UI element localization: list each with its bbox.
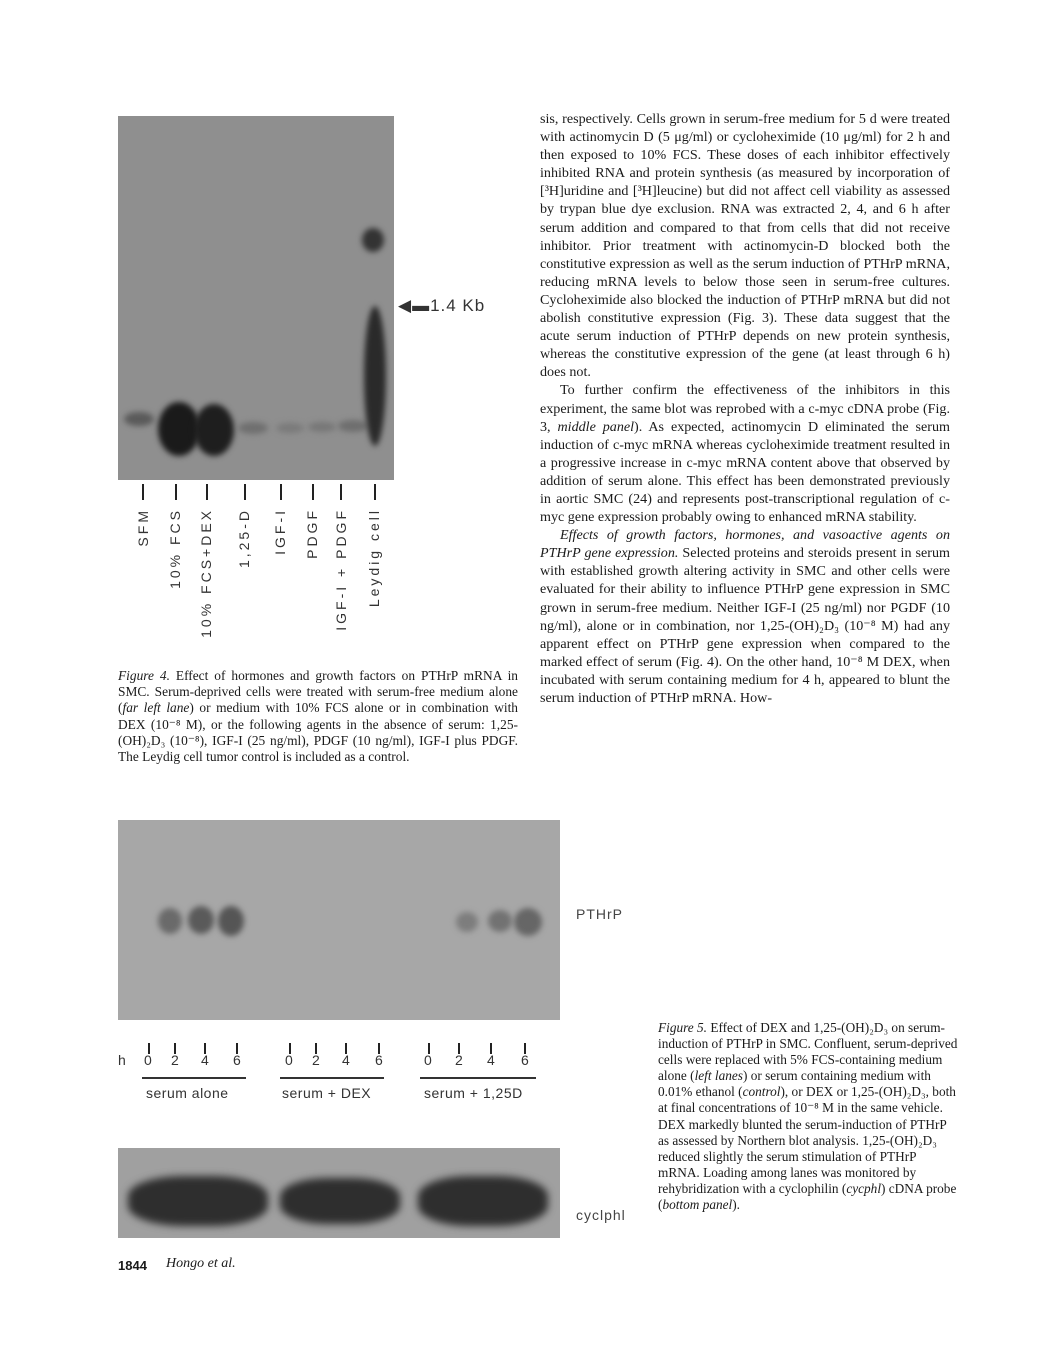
- timepoint-label: 4: [487, 1052, 495, 1068]
- caption-label: Figure 5.: [658, 1020, 707, 1035]
- timepoint-label: 4: [201, 1052, 209, 1068]
- timepoint-label: 0: [424, 1052, 432, 1068]
- figure4-caption: Figure 4. Effect of hormones and growth factors on PTHrP mRNA in SMC. Serum-deprived cells were treated with serum-free medium alone (far left lane) or medium with 10% FCS alone or in combination with DEX (10⁻⁸ M), or the following agents in the absence of serum: 1,25-(OH)₂D₃ (10⁻⁸), IGF-I (25 ng/ml), PDGF (10 ng/ml), IGF-I plus PDGF. The Leydig cell tumor control is included as a control.: [118, 668, 519, 765]
- timepoint-label: 2: [171, 1052, 179, 1068]
- lane-tick: [142, 484, 144, 500]
- lane-tick: [374, 484, 376, 500]
- timepoint-label: 6: [521, 1052, 529, 1068]
- group-bracket: [280, 1077, 384, 1079]
- timepoint-label: 6: [375, 1052, 383, 1068]
- figure5-caption: Figure 5. Effect of DEX and 1,25-(OH)₂D₃ on serum-induction of PTHrP in SMC. Confluent, serum-deprived cells were replaced with 5% FCS-containing medium alone (left lanes) or serum containing medium with 0.01% ethanol (control), or DEX or 1,25-(OH)₂D₃, both at final concentrations of 10⁻⁸ M in the same vehicle. DEX markedly blunted the serum-induction of PTHrP as assessed by Northern blot analysis. 1,25-(OH)₂D₃ reduced slightly the serum stimulation of PTHrP mRNA. Loading among lanes was monitored by rehybridization with a cyclophilin (cycphl) cDNA probe (bottom panel).: [658, 1020, 958, 1213]
- lane-label: IGF-I + PDGF: [333, 508, 349, 631]
- running-authors: Hongo et al.: [166, 1256, 236, 1271]
- hours-label: h: [118, 1052, 126, 1068]
- size-marker-label: ◀▬1.4 Kb: [398, 296, 486, 315]
- group-label: serum + DEX: [282, 1085, 372, 1101]
- lane-tick: [312, 484, 314, 500]
- probe-label-cyclophilin: cyclphl: [576, 1207, 626, 1223]
- lane-tick: [244, 484, 246, 500]
- timepoint-label: 2: [312, 1052, 320, 1068]
- lane-tick: [340, 484, 342, 500]
- paragraph: Effects of growth factors, hormones, and vasoactive agents on PTHrP gene expression. Selected proteins and steroids present in serum with established growth altering activity in SMC and other cells were evaluated for their ability to influence PTHrP gene expression in SMC grown in serum-free medium. Neither IGF-I (25 ng/ml) nor PGDF (10 ng/ml), alone or in combination, nor 1,25-(OH)₂D₃ (10⁻⁸ M) had any apparent effect on PTHrP gene expression when compared to the marked effect of serum (Fig. 4). On the other hand, 10⁻⁸ M DEX, when incubated with serum containing medium for 4 h, appeared to blunt the serum induction of PTHrP mRNA. How-: [540, 527, 950, 706]
- figure5-pthrp-blot: [118, 820, 560, 1020]
- lane-label: 1,25-D: [236, 508, 252, 569]
- body-text-column: [540, 110, 950, 707]
- caption-label: Figure 4.: [118, 668, 170, 683]
- lane-tick: [175, 484, 177, 500]
- group-label: serum + 1,25D: [424, 1085, 523, 1101]
- lane-label: 10% FCS+DEX: [198, 508, 214, 638]
- lane-label: 10% FCS: [167, 508, 183, 589]
- timepoint-label: 2: [455, 1052, 463, 1068]
- lane-tick: [206, 484, 208, 500]
- lane-label: PDGF: [304, 508, 320, 559]
- timepoint-label: 0: [285, 1052, 293, 1068]
- paragraph: To further confirm the effectiveness of the inhibitors in this experiment, the same blot was reprobed with a c-myc cDNA probe (Fig. 3, middle panel). As expected, actinomycin D eliminated the serum induction of c-myc mRNA whereas cycloheximide treatment resulted in a progressive increase in c-myc mRNA content above that observed by addition of serum alone. This effect has been demonstrated previously in aortic SMC (24) and represents post-transcriptional regulation of c-myc gene expression probably owing to enhanced mRNA stability.: [540, 382, 951, 526]
- group-bracket: [142, 1077, 246, 1079]
- lane-label: SFM: [135, 508, 151, 547]
- paragraph: sis, respectively. Cells grown in serum-free medium for 5 d were treated with actinomycin D (5 μg/ml) or cycloheximide (10 μg/ml) for 2 h and then exposed to 10% FCS. These doses of each inhibitor effectively inhibited RNA and protein synthesis (as measured by incorporation of [³H]uridine and [³H]leucine) but did not affect cell viability as assessed by trypan blue dye exclusion. RNA was extracted 2, 4, and 6 h after serum addition and compared to that from cells that did not receive inhibitor. Prior treatment with actinomycin-D blocked both the constitutive expression as well as the serum induction of PTHrP mRNA, reducing mRNA levels to below those seen in serum-free cultures. Cycloheximide also blocked the induction of PTHrP mRNA but did not abolish constitutive expression (Fig. 3). These data suggest that the acute serum induction of PTHrP depends on new protein synthesis, whereas the constitutive expression of the gene (at least through 6 h) does not.: [540, 111, 950, 381]
- timepoint-label: 6: [233, 1052, 241, 1068]
- lane-tick: [280, 484, 282, 500]
- group-label: serum alone: [146, 1085, 229, 1101]
- page-number: 1844: [118, 1258, 147, 1273]
- figure4-northern-blot: [118, 116, 394, 480]
- section-heading: Effects of growth factors, hormones, and vasoactive agents on PTHrP gene expression.: [540, 527, 950, 562]
- group-bracket: [420, 1077, 536, 1079]
- lane-label: IGF-I: [272, 508, 288, 555]
- figure5-cyclophilin-blot: [118, 1148, 560, 1238]
- probe-label-pthrp: PTHrP: [576, 906, 623, 922]
- timepoint-label: 0: [144, 1052, 152, 1068]
- lane-label: Leydig cell: [366, 508, 382, 608]
- timepoint-label: 4: [342, 1052, 350, 1068]
